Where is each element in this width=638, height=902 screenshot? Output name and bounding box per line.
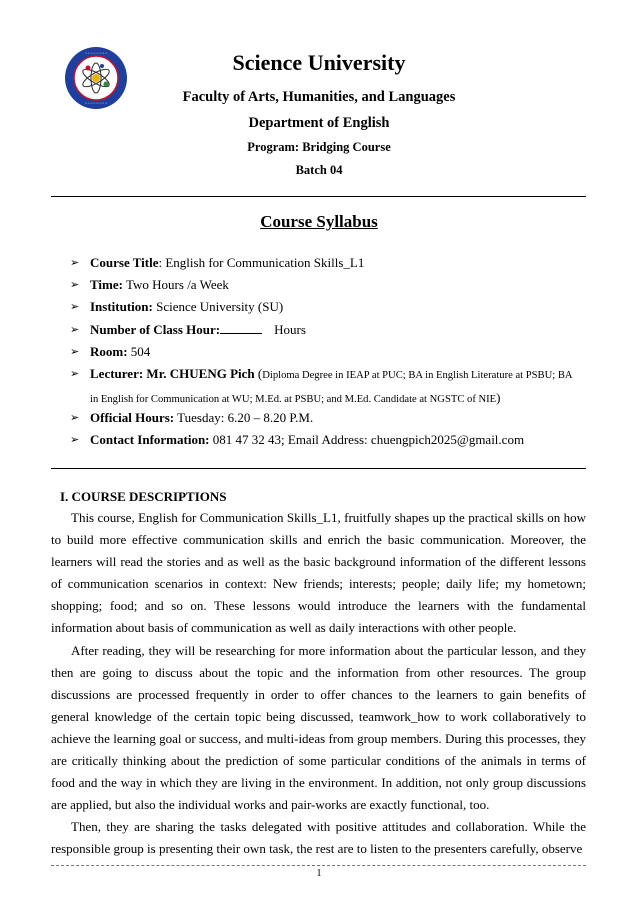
list-item: ➢ Contact Information: 081 47 32 43; Email Address: chuengpich2025@gmail.com — [70, 429, 590, 451]
course-info-list — [70, 252, 590, 451]
list-item: ➢ Official Hours: Tuesday: 6.20 – 8.20 P.M. — [70, 407, 590, 429]
list-item: ➢ Time: Two Hours /a Week — [70, 274, 590, 296]
faculty-name: Faculty of Arts, Humanities, and Languages — [182, 89, 456, 105]
footer-divider — [51, 865, 586, 866]
university-name: Science University — [232, 50, 406, 75]
section-heading: I. COURSE DESCRIPTIONS — [60, 489, 227, 504]
department-name: Department of English — [248, 115, 390, 131]
paragraph: Then, they are sharing the tasks delegated with positive attitudes and collaboration. While the responsible group is presenting their own task, the rest are to listen to the presenters carefully, observe — [51, 819, 586, 857]
arrow-bullet-icon: ➢ — [70, 279, 80, 292]
batch-label: Batch 04 — [295, 163, 343, 177]
program-name: Program: Bridging Course — [247, 140, 391, 154]
list-item: ➢ Course Title: English for Communication Skills_L1 — [70, 252, 590, 274]
blank-underline — [220, 321, 262, 334]
arrow-bullet-icon: ➢ — [70, 367, 80, 380]
list-item: ➢ Lecturer: Mr. CHUENG Pich (Diploma Degree in IEAP at PUC; BA in English Literature at PSBU; BA in English for Communication at WU; M.Ed. at PSBU; and M.Ed. Candidate at NGSTC of NIE) — [70, 363, 590, 407]
document-title: Course Syllabus — [260, 212, 378, 231]
list-item: ➢ Number of Class Hour: Hours — [70, 319, 590, 341]
arrow-bullet-icon: ➢ — [70, 257, 80, 269]
section-body — [51, 507, 586, 861]
svg-text:◦◦◦◦◦◦◦◦: ◦◦◦◦◦◦◦◦ — [84, 51, 108, 57]
page-number: 1 — [316, 868, 322, 879]
paragraph: This course, English for Communication Skills_L1, fruitfully shapes up the practical skills on how to build more effective communication skills and enrich the basic communication. Moreover, the learners will read the stories and as well as the basic background information of the different lessons of communication scenarios in context: New friends; interests; people; daily life; my hometown; shopping; food; and so on. These lessons would introduce the learners with the fundamental information about basis of communication as well as daily interactions with other people. — [51, 510, 586, 636]
arrow-bullet-icon: ➢ — [70, 301, 80, 314]
arrow-bullet-icon: ➢ — [70, 434, 80, 447]
arrow-bullet-icon: ➢ — [70, 323, 80, 336]
paragraph: After reading, they will be researching for more information about the particular lesson, and they then are going to discuss about the topic and the information from other resources. The group discussions are processed frequently in order to offer chances to the learners to gain benefits of general knowledge of the certain topic being discussed, teamwork_how to work collaboratively to achieve the learning goal or success, and multi-ideas from group members. During this processes, they are critically thinking about the prediction of some particular conditions of the animals in terms of food and the way in which they are living in the environment. In addition, not only group discussions are applied, but also the individual works and pair-works are exactly functional, too. — [51, 642, 586, 813]
svg-text:◦◦◦◦◦◦◦◦: ◦◦◦◦◦◦◦◦ — [84, 101, 108, 107]
arrow-bullet-icon: ➢ — [70, 345, 80, 358]
list-item: ➢ Room: 504 — [70, 341, 590, 363]
list-item: ➢ Institution: Science University (SU) — [70, 296, 590, 318]
header-divider — [51, 196, 586, 197]
info-divider — [51, 468, 586, 469]
arrow-bullet-icon: ➢ — [70, 411, 80, 424]
